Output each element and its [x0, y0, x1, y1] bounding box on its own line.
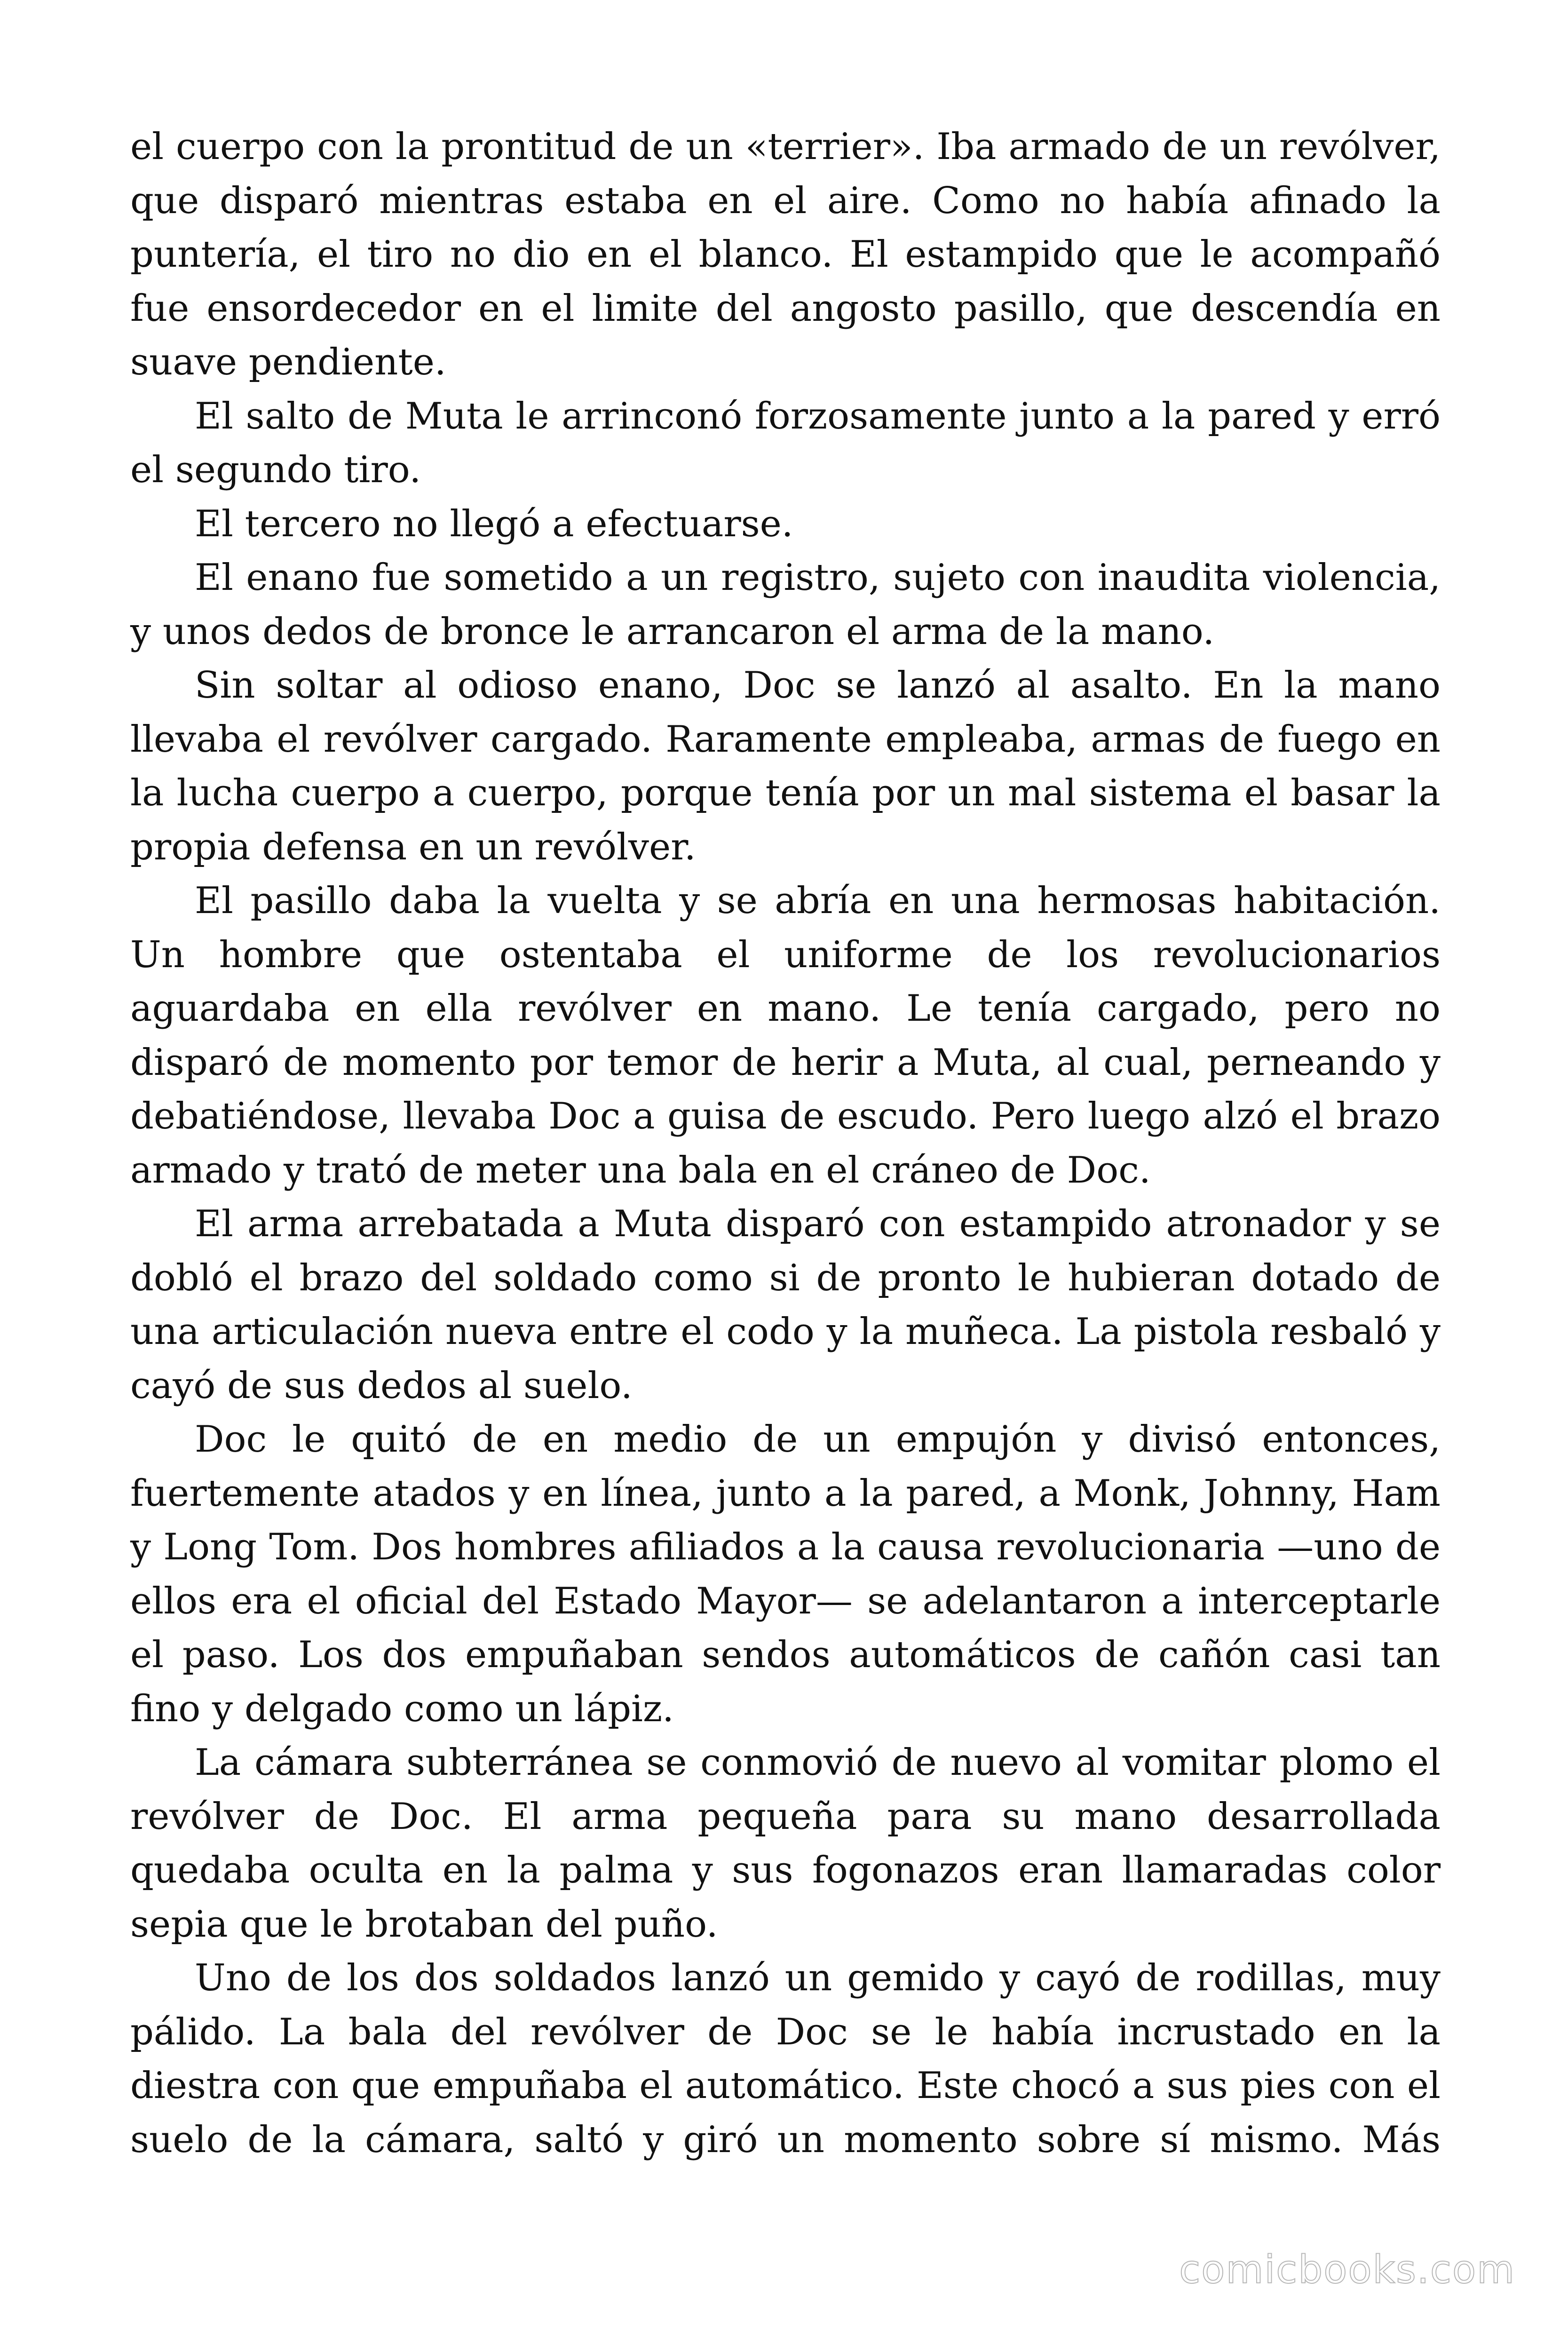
- paragraph-5: Sin soltar al odioso enano, Doc se lanzó al asalto. En la mano llevaba el revólver cargado. Raramente empleaba, armas de fuego en la lucha cuerpo a cuerpo, porque tenía por un mal sistema el basar la propia defensa en un revólver.: [130, 664, 1441, 868]
- paragraph-2: El salto de Muta le arrinconó forzosamente junto a la pared y erró el segundo tiro.: [130, 395, 1441, 491]
- paragraph-9: La cámara subterránea se conmovió de nuevo al vomitar plomo el revólver de Doc. El arma pequeña para su mano desarrollada quedaba oculta en la palma y sus fogonazos eran llamaradas color sepia que le brotaban del puño.: [130, 1741, 1441, 1946]
- paragraph-8: Doc le quitó de en medio de un empujón y divisó entonces, fuertemente atados y en línea, junto a la pared, a Monk, Johnny, Ham y Long Tom. Dos hombres afiliados a la causa revolucionaria —uno de ellos era el oficial del Estado Mayor— se adelantaron a interceptarle el paso. Los dos empuñaban sendos automáticos de cañón casi tan fino y delgado como un lápiz.: [130, 1418, 1441, 1730]
- paragraph-10: Uno de los dos soldados lanzó un gemido y cayó de rodillas, muy pálido. La bala del revólver de Doc se le había incrustado en la diestra con que empuñaba el automático. Este chocó a sus pies con el suelo de la cámara, saltó y giró un momento sobre sí mismo. Más: [130, 1957, 1441, 2161]
- paragraph-3: El tercero no llegó a efectuarse.: [195, 502, 793, 545]
- watermark: comicbooks.com: [1179, 2248, 1515, 2292]
- paragraph-4: El enano fue sometido a un registro, sujeto con inaudita violencia, y unos dedos de bronce le arrancaron el arma de la mano.: [130, 556, 1441, 653]
- paragraph-7: El arma arrebatada a Muta disparó con estampido atronador y se dobló el brazo del soldado como si de pronto le hubieran dotado de una articulación nueva entre el codo y la muñeca. La pistola resbaló y cayó de sus dedos al suelo.: [130, 1203, 1441, 1407]
- paragraph-6: El pasillo daba la vuelta y se abría en una hermosas habitación. Un hombre que ostentaba el uniforme de los revolucionarios aguardaba en ella revólver en mano. Le tenía cargado, pero no disparó de momento por temor de herir a Muta, al cual, perneando y debatiéndose, llevaba Doc a guisa de escudo. Pero luego alzó el brazo armado y trató de meter una bala en el cráneo de Doc.: [130, 880, 1441, 1192]
- text-column: [130, 120, 1441, 2167]
- paragraph-1: el cuerpo con la prontitud de un «terrier». Iba armado de un revólver, que disparó mientras estaba en el aire. Como no había afinado la puntería, el tiro no dio en el blanco. El estampido que le acompañó fue ensordecedor en el limite del angosto pasillo, que descendía en suave pendiente.: [130, 126, 1441, 383]
